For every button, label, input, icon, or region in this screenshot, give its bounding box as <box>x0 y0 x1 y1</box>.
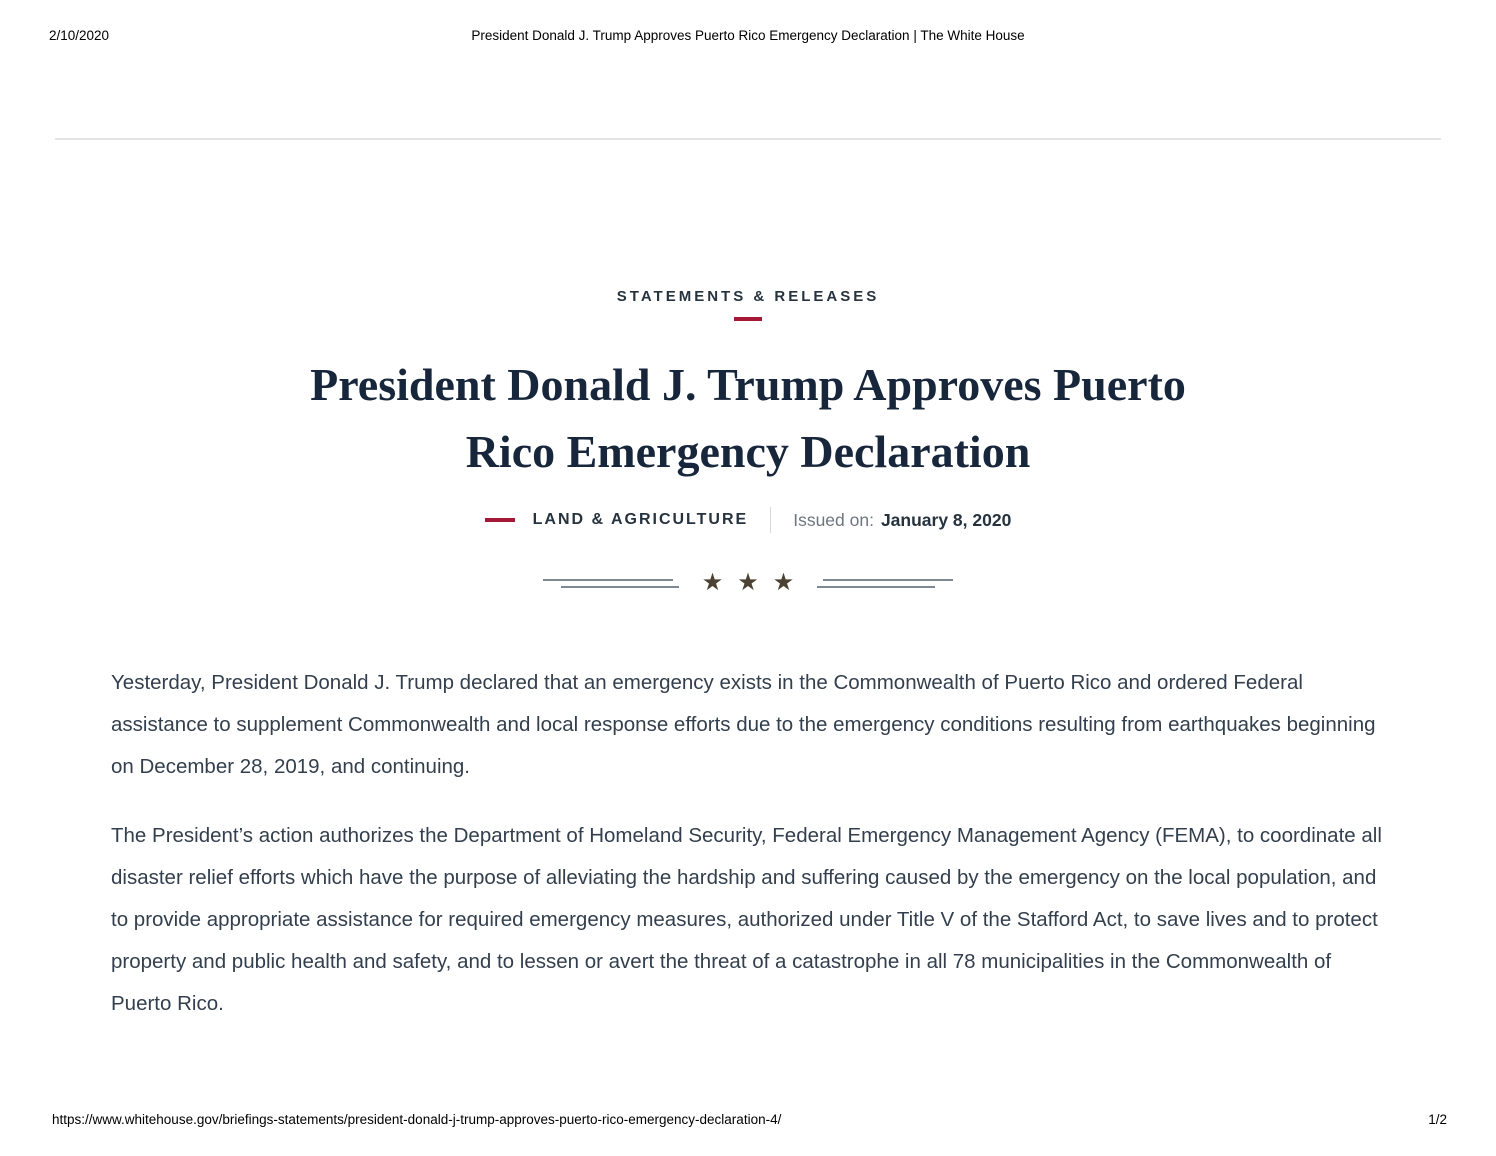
print-page-indicator: 1/2 <box>1428 1112 1447 1127</box>
divider-rule-right <box>817 579 953 588</box>
print-footer <box>52 1112 1447 1130</box>
meta-divider-pipe <box>770 507 771 533</box>
category-label: LAND & AGRICULTURE <box>532 511 749 528</box>
category-red-dash <box>485 518 515 522</box>
print-document-title: President Donald J. Trump Approves Puerto Rico Emergency Declaration | The White House <box>471 28 1025 43</box>
print-date: 2/10/2020 <box>49 28 110 43</box>
issued-on-label: Issued on: <box>793 509 874 530</box>
print-source-url: https://www.whitehouse.gov/briefings-statements/president-donald-j-trump-approves-puerto-rico-emergency-declaration-4/ <box>52 1112 782 1127</box>
page-title-line-1: President Donald J. Trump Approves Puerto <box>310 359 1186 410</box>
star-divider <box>0 571 1496 595</box>
page-title <box>0 351 1496 485</box>
article-meta-row <box>0 507 1496 533</box>
eyebrow-red-underline <box>734 317 762 321</box>
issued-date: January 8, 2020 <box>880 509 1012 530</box>
star-icon: ★ <box>701 569 724 596</box>
body-paragraph: Yesterday, President Donald J. Trump declared that an emergency exists in the Commonwealth of Puerto Rico and ordered Federal assistance to supplement Commonwealth and local response efforts due to the emergency conditions resulting from earthquakes beginning on December 28, 2019, and continuing. <box>111 671 1376 778</box>
article-body <box>111 662 1387 1052</box>
page-title-line-2: Rico Emergency Declaration <box>465 426 1031 477</box>
star-icon: ★ <box>737 569 759 596</box>
divider-stars <box>695 571 802 595</box>
header-divider-line <box>55 138 1441 140</box>
category-eyebrow: STATEMENTS & RELEASES <box>616 288 880 305</box>
body-paragraph: The President’s action authorizes the Department of Homeland Security, Federal Emergency Management Agency (FEMA), to coordinate all disaster relief efforts which have the purpose of alleviating the hardship and suffering caused by the emergency on the local population, and to provide appropriate assistance for required emergency measures, authorized under Title V of the Stafford Act, to save lives and to protect property and public health and safety, and to lessen or avert the threat of a catastrophe in all 78 municipalities in the Commonwealth of Puerto Rico. <box>111 824 1382 1015</box>
print-header <box>49 28 1447 46</box>
article-header <box>0 288 1496 595</box>
star-icon: ★ <box>772 569 795 596</box>
divider-rule-left <box>543 579 679 588</box>
